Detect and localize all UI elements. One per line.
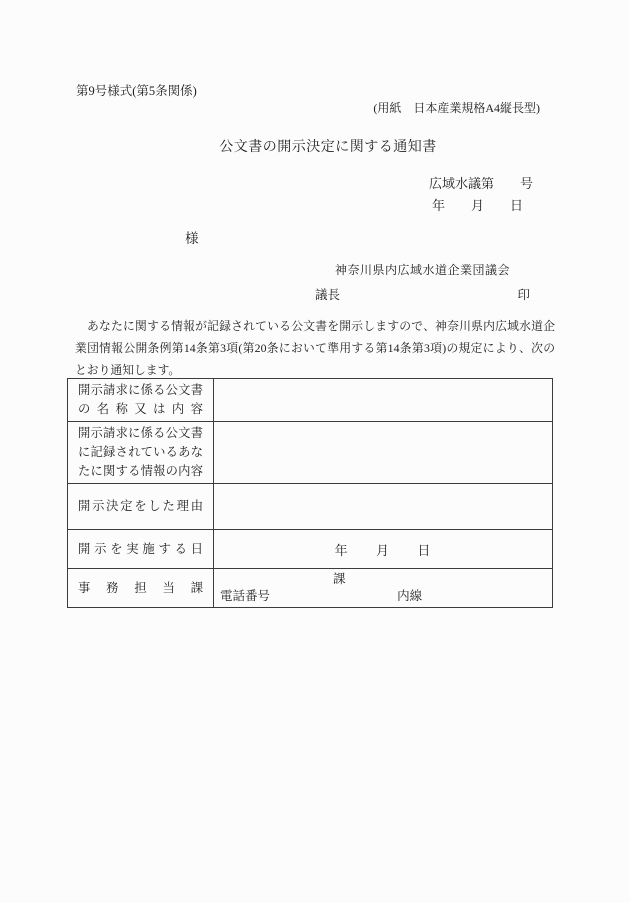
row-value bbox=[214, 484, 553, 530]
sender-title-line bbox=[315, 285, 530, 303]
seal-placeholder: 印 bbox=[517, 288, 530, 302]
phone-extension-line bbox=[220, 588, 546, 605]
body-line: 業団情報公開条例第14条第3項(第20条において準用する第14条第3項)の規定により、次の bbox=[75, 341, 555, 355]
body-line: とおり通知します。 bbox=[75, 363, 181, 377]
paper-size-note: (用紙 日本産業規格A4縦長型) bbox=[373, 101, 540, 115]
disclosure-table bbox=[67, 378, 553, 608]
body-paragraph bbox=[75, 315, 555, 381]
issue-number-line: 広域水議第 号 bbox=[428, 176, 533, 191]
row-value bbox=[214, 379, 553, 422]
table-row-document-name bbox=[68, 379, 553, 422]
row-value bbox=[214, 569, 553, 608]
row-value bbox=[214, 422, 553, 484]
row-value bbox=[214, 530, 553, 569]
row-label bbox=[68, 569, 214, 608]
row-label-line: たに関する情報の内容 bbox=[78, 464, 203, 478]
table-row-decision-reason bbox=[68, 484, 553, 530]
table-row-admin-section bbox=[68, 569, 553, 608]
document-number-block bbox=[429, 173, 533, 217]
disclosure-date-value: 年 月 日 bbox=[334, 543, 432, 558]
body-line: あなたに関する情報が記録されている公文書を開示しますので、神奈川県内広域水道企 bbox=[75, 319, 555, 333]
sender-title: 議長 bbox=[315, 288, 341, 302]
row-label-line: 開示決定をした理由 bbox=[78, 499, 203, 513]
row-label-line: 開示請求に係る公文書 bbox=[78, 426, 203, 440]
row-label bbox=[68, 484, 214, 530]
phone-number-label: 電話番号 bbox=[220, 589, 271, 603]
document-title: 公文書の開示決定に関する通知書 bbox=[219, 140, 437, 155]
row-label-line: 事務担当課 bbox=[78, 580, 203, 595]
row-label-line: 開示を実施する日 bbox=[78, 541, 203, 556]
row-label bbox=[68, 422, 214, 484]
row-label-line: の名称又は内容 bbox=[78, 402, 203, 416]
extension-label: 内線 bbox=[397, 589, 423, 603]
form-number: 第9号様式(第5条関係) bbox=[76, 84, 197, 98]
row-label-line: 開示請求に係る公文書 bbox=[78, 383, 203, 397]
section-name-suffix: 課 bbox=[333, 572, 346, 586]
sender-organization: 神奈川県内広域水道企業団議会 bbox=[335, 263, 511, 277]
recipient-honorific: 様 bbox=[185, 231, 199, 246]
row-label bbox=[68, 530, 214, 569]
row-label-line: に記録されているあな bbox=[78, 445, 203, 459]
table-row-recorded-info bbox=[68, 422, 553, 484]
issue-date-line: 年 月 日 bbox=[431, 198, 523, 213]
table-row-disclosure-date bbox=[68, 530, 553, 569]
row-label bbox=[68, 379, 214, 422]
